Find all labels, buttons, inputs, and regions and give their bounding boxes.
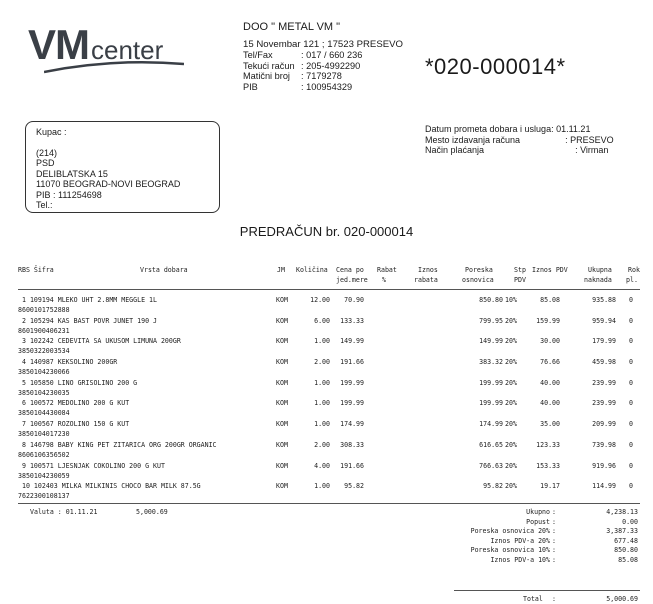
cell-qty: 4.00: [314, 461, 330, 470]
cell-jm: KOM: [276, 378, 288, 387]
table-row: [18, 317, 640, 338]
header-stp2: PDV: [514, 276, 526, 284]
summary-label: Iznos PDV-a 10%: [490, 556, 550, 564]
buyer-line: PSD: [36, 158, 55, 168]
company-info: [243, 22, 403, 92]
cell-jm: KOM: [276, 440, 288, 449]
summary-label: Poreska osnovica 20%: [470, 527, 550, 536]
summary-colon: :: [552, 508, 556, 516]
logo-main: VM: [28, 21, 89, 68]
cell-barcode: 3850104017230: [18, 430, 70, 439]
table-end-rule: [18, 503, 640, 504]
cell-jm: KOM: [276, 461, 288, 470]
cell-total: 114.99: [592, 482, 616, 491]
header-base2: osnovica: [462, 276, 494, 284]
cell-barcode: 3850104230035: [18, 388, 70, 397]
cell-qty: 1.00: [314, 482, 330, 491]
cell-line1: 9 100571 LJESNJAK COKOLINO 200 G KUT: [22, 461, 165, 470]
header-base: Poreska: [465, 266, 493, 274]
cell-base: 199.99: [479, 378, 503, 387]
total-rule: [454, 590, 640, 591]
cell-jm: KOM: [276, 420, 288, 429]
cell-qty: 1.00: [314, 399, 330, 408]
summary-label: Ukupno: [526, 508, 550, 516]
cell-stp: 20%: [505, 337, 517, 346]
header-stp: Stp: [514, 266, 526, 274]
cell-line1: 4 140987 KEKSOLINO 200GR: [22, 358, 118, 367]
summary-colon: :: [552, 527, 556, 536]
table-row: [18, 441, 640, 462]
header-name: Vrsta dobara: [140, 266, 188, 274]
cell-line1: 10 102403 MILKA MILKINIS CHOCO BAR MILK 87.5G: [22, 482, 201, 491]
cell-stp: 20%: [505, 399, 517, 408]
cell-price: 191.66: [340, 461, 364, 470]
table-row: [18, 482, 640, 503]
cell-price: 70.90: [344, 296, 364, 304]
logo-swoosh-icon: [44, 60, 184, 74]
cell-base: 766.63: [479, 461, 503, 470]
table-row: [18, 462, 640, 483]
cell-line1: 6 100572 MEDOLINO 200 G KUT: [22, 399, 130, 408]
header-rok2: pl.: [626, 276, 638, 284]
table-row: [18, 399, 640, 420]
total-value: 5,000.69: [606, 595, 638, 603]
cell-total: 239.99: [592, 378, 616, 387]
header-qty: Količina: [296, 266, 328, 274]
totals-section: [18, 506, 640, 603]
cell-stp: 10%: [505, 296, 517, 304]
cell-pdv: 35.00: [540, 420, 560, 429]
cell-rok: 0: [629, 337, 633, 346]
cell-base: 850.80: [479, 296, 503, 304]
buyer-label: Kupac :: [36, 127, 67, 137]
cell-pdv: 40.00: [540, 378, 560, 387]
summary-value: 4,238.13: [606, 508, 638, 516]
cell-price: 174.99: [340, 420, 364, 429]
cell-price: 308.33: [340, 440, 364, 449]
cell-qty: 2.00: [314, 358, 330, 367]
logo-suffix: center: [91, 35, 164, 65]
table-row: [18, 420, 640, 441]
invoice-meta: [425, 124, 614, 156]
summary-value: 85.08: [618, 556, 638, 564]
table-header: [18, 261, 640, 290]
cell-stp: 20%: [505, 420, 517, 429]
items-table: [18, 261, 640, 504]
cell-jm: KOM: [276, 296, 288, 304]
cell-price: 149.99: [340, 337, 364, 346]
header-iznos2: rabata: [414, 276, 438, 284]
summary-colon: :: [552, 556, 556, 564]
company-name: DOO " METAL VM ": [243, 21, 341, 33]
cell-total: 935.88: [592, 296, 616, 304]
summary-label: Popust: [526, 517, 550, 526]
cell-pdv: 40.00: [540, 399, 560, 408]
summary-value: 850.80: [614, 546, 638, 555]
summary-value: 677.48: [614, 536, 638, 545]
cell-qty: 1.00: [314, 378, 330, 387]
cell-line1: 2 105294 KAS BAST POVR JUNET 190 J: [22, 316, 157, 325]
cell-pdv: 85.08: [540, 296, 560, 304]
table-body: [18, 290, 640, 503]
cell-price: 133.33: [340, 316, 364, 325]
summary-value: 3,387.33: [606, 527, 638, 536]
document-title: PREDRAČUN br. 020-000014: [239, 224, 414, 239]
valuta-label: Valuta : 01.11.21: [30, 508, 98, 516]
cell-base: 149.99: [479, 337, 503, 346]
cell-base: 95.82: [483, 482, 503, 491]
cell-stp: 20%: [505, 461, 517, 470]
summary-label: Poreska osnovica 10%: [470, 546, 550, 555]
summary-colon: :: [552, 517, 556, 526]
cell-total: 209.99: [592, 420, 616, 429]
cell-base: 174.99: [479, 420, 503, 429]
cell-rok: 0: [629, 316, 633, 325]
cell-total: 919.96: [592, 461, 616, 470]
cell-barcode: 3850104230059: [18, 471, 70, 480]
cell-rok: 0: [629, 399, 633, 408]
meta-row: Datum prometa dobara i usluga : 01.11.21: [425, 124, 591, 134]
company-field: PIB : 100954329: [243, 81, 353, 92]
total-colon: :: [552, 595, 556, 603]
table-row: [18, 337, 640, 358]
company-field: Tel/Fax : 017 / 660 236: [243, 50, 363, 60]
summary-colon: :: [552, 546, 556, 555]
document-number: *020-000014*: [425, 54, 566, 79]
buyer-line: DELIBLATSKA 15: [36, 168, 108, 179]
cell-barcode: 8606106356502: [18, 450, 70, 459]
cell-stp: 20%: [505, 378, 517, 387]
cell-qty: 1.00: [314, 337, 330, 346]
valuta-amount: 5,000.69: [136, 508, 168, 516]
cell-stp: 20%: [505, 482, 517, 491]
meta-row: Način plaćanja : Virman: [425, 145, 609, 155]
cell-rok: 0: [629, 378, 633, 387]
cell-base: 799.95: [479, 316, 503, 325]
buyer-line: 11070 BEOGRAD-NOVI BEOGRAD: [36, 179, 181, 189]
summary-label: Iznos PDV-a 20%: [490, 536, 550, 545]
cell-pdv: 76.66: [540, 358, 560, 367]
cell-rok: 0: [629, 482, 633, 491]
buyer-line: Tel.:: [36, 200, 53, 210]
table-row: [18, 358, 640, 379]
header-rbs: RBS Šifra: [18, 266, 54, 274]
header-iznos: Iznos: [418, 266, 438, 274]
header-total2: naknada: [584, 276, 612, 284]
summary-colon: :: [552, 536, 556, 545]
company-address: 15 Novembar 121 ; 17523 PRESEVO: [243, 39, 403, 50]
cell-line1: 5 105850 LINO GRISOLINO 200 G: [22, 378, 138, 387]
cell-rok: 0: [629, 461, 633, 470]
cell-jm: KOM: [276, 316, 288, 325]
cell-stp: 20%: [505, 358, 517, 367]
cell-rok: 0: [629, 440, 633, 449]
company-field: Tekući račun : 205-4992290: [243, 60, 361, 71]
cell-stp: 20%: [505, 440, 517, 449]
cell-line1: 7 100567 ROZOLINO 150 G KUT: [22, 420, 130, 429]
header-price2: jed.mere: [336, 276, 368, 284]
cell-rok: 0: [629, 358, 633, 367]
cell-price: 199.99: [340, 399, 364, 408]
cell-barcode: 3850104230066: [18, 368, 70, 377]
cell-barcode: 8600101752888: [18, 306, 70, 314]
header-rabat2: %: [382, 276, 386, 284]
buyer-line: (214): [36, 147, 58, 158]
header-rabat: Rabat: [377, 266, 397, 274]
cell-barcode: 7622300108137: [18, 492, 70, 501]
cell-qty: 1.00: [314, 420, 330, 429]
cell-barcode: 3850104430084: [18, 409, 70, 418]
header-rok: Rok: [628, 266, 640, 274]
cell-price: 95.82: [344, 482, 364, 491]
cell-total: 959.94: [592, 316, 616, 325]
cell-base: 199.99: [479, 399, 503, 408]
header-price: Cena po: [336, 266, 364, 274]
cell-pdv: 30.00: [540, 337, 560, 346]
cell-base: 383.32: [479, 358, 503, 367]
cell-barcode: 3850322003534: [18, 347, 70, 356]
buyer-box: [25, 121, 220, 213]
cell-rok: 0: [629, 420, 633, 429]
cell-pdv: 159.99: [536, 316, 560, 325]
table-row: [18, 296, 640, 317]
cell-barcode: 8601900406231: [18, 326, 70, 335]
header-jm: JM: [277, 266, 285, 274]
cell-jm: KOM: [276, 337, 288, 346]
header-total: Ukupna: [588, 266, 612, 274]
cell-jm: KOM: [276, 482, 288, 491]
meta-row: Mesto izdavanja računa : PRESEVO: [425, 134, 614, 145]
cell-jm: KOM: [276, 399, 288, 408]
cell-price: 199.99: [340, 378, 364, 387]
cell-total: 739.98: [592, 440, 616, 449]
cell-base: 616.65: [479, 440, 503, 449]
cell-total: 179.99: [592, 337, 616, 346]
company-field: Matični broj : 7179278: [243, 71, 342, 81]
summary-value: 0.00: [622, 517, 638, 526]
cell-pdv: 123.33: [536, 440, 560, 449]
cell-line1: 8 146798 BABY KING PET ZITARICA ORG 200GR ORGANIC: [22, 440, 217, 449]
cell-qty: 6.00: [314, 316, 330, 325]
company-fields: [243, 50, 362, 92]
buyer-line: PIB : 111254698: [36, 189, 102, 200]
cell-rok: 0: [629, 296, 633, 304]
cell-total: 459.98: [592, 358, 616, 367]
cell-pdv: 19.17: [540, 482, 560, 491]
cell-price: 191.66: [340, 358, 364, 367]
cell-total: 239.99: [592, 399, 616, 408]
cell-qty: 12.00: [310, 296, 330, 304]
cell-line1: 3 102242 CEDEVITA SA UKUSOM LIMUNA 200GR: [22, 337, 181, 346]
cell-pdv: 153.33: [536, 461, 560, 470]
table-row: [18, 379, 640, 400]
cell-jm: KOM: [276, 358, 288, 367]
cell-stp: 20%: [505, 316, 517, 325]
cell-qty: 2.00: [314, 440, 330, 449]
cell-line1: 1 109194 MLEKO UHT 2.8MM MEGGLE 1L: [22, 296, 157, 304]
header-pdv: Iznos PDV: [532, 266, 568, 274]
total-label: Total: [523, 595, 543, 603]
